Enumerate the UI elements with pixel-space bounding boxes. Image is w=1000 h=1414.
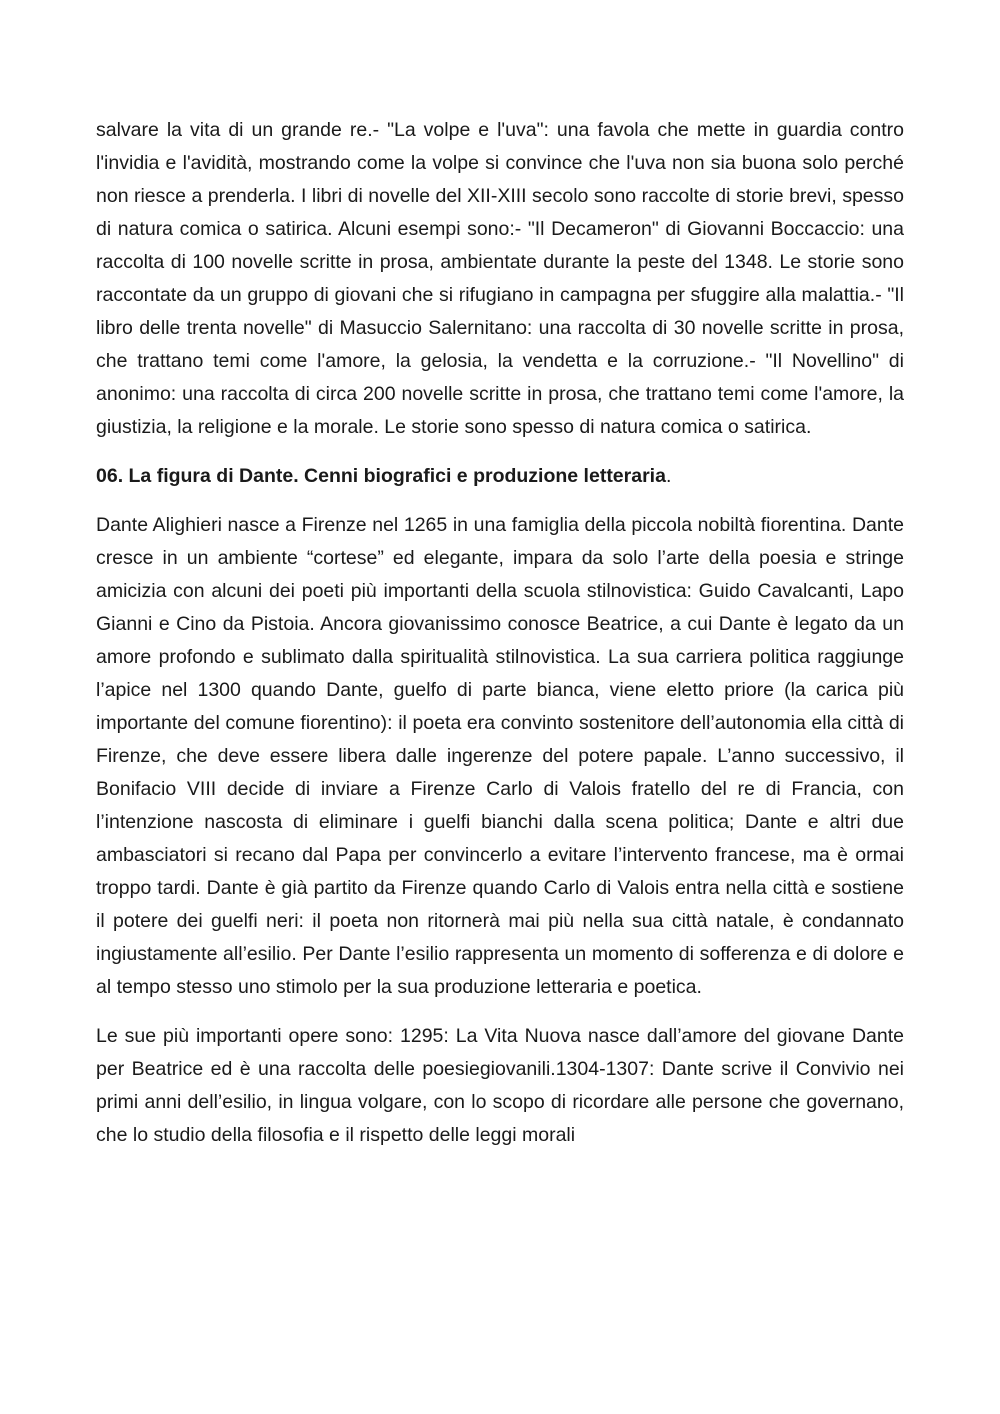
paragraph-dante-works: Le sue più importanti opere sono: 1295: La Vita Nuova nasce dall’amore del giovane Dante per Beatrice ed è una raccolta delle poesiegiovanili.1304-1307: Dante scrive il Convivio nei primi anni dell’esilio, in lingua volgare, con lo scopo di ricordare alle persone che governano, che lo studio della filosofia e il rispetto delle leggi morali [96, 1025, 904, 1146]
section-heading-period: . [665, 465, 672, 487]
section-heading-title: 06. La figura di Dante. Cenni biografici e produzione letteraria [96, 465, 666, 487]
document-page [96, 114, 904, 1168]
paragraph-dante-biography: Dante Alighieri nasce a Firenze nel 1265 in una famiglia della piccola nobiltà fiorentina. Dante cresce in un ambiente “cortese” ed elegante, impara da solo l’arte della poesia e stringe amicizia con alcuni dei poeti più importanti della scuola stilnovistica: Guido Cavalcanti, Lapo Gianni e Cino da Pistoia. Ancora giovanissimo conosce Beatrice, a cui Dante è legato da un amore profondo e sublimato dalla spiritualità stilnovistica. La sua carriera politica raggiunge l’apice nel 1300 quando Dante, guelfo di parte bianca, viene eletto priore (la carica più importante del comune fiorentino): il poeta era convinto sostenitore dell’autonomia ella città di Firenze, che deve essere libera dalle ingerenze del potere papale. L’anno successivo, il Bonifacio VIII decide di inviare a Firenze Carlo di Valois fratello del re di Francia, con l’intenzione nascosta di eliminare i guelfi bianchi dalla scena politica; Dante e altri due ambasciatori si recano dal Papa per convincerlo a evitare l’intervento francese, ma è ormai troppo tardi. Dante è già partito da Firenze quando Carlo di Valois entra nella città e sostiene il potere dei guelfi neri: il poeta non ritornerà mai più nella sua città natale, è condannato ingiustamente all’esilio. Per Dante l’esilio rappresenta un momento di sofferenza e di dolore e al tempo stesso uno stimolo per la sua produzione letteraria e poetica. [96, 514, 904, 998]
section-heading [96, 460, 904, 493]
paragraph-novelle: salvare la vita di un grande re.- "La volpe e l'uva": una favola che mette in guardia contro l'invidia e l'avidità, mostrando come la volpe si convince che l'uva non sia buona solo perché non riesce a prenderla. I libri di novelle del XII-XIII secolo sono raccolte di storie brevi, spesso di natura comica o satirica. Alcuni esempi sono:- "Il Decameron" di Giovanni Boccaccio: una raccolta di 100 novelle scritte in prosa, ambientate durante la peste del 1348. Le storie sono raccontate da un gruppo di giovani che si rifugiano in campagna per sfuggire alla malattia.- "Il libro delle trenta novelle" di Masuccio Salernitano: una raccolta di 30 novelle scritte in prosa, che trattano temi come l'amore, la gelosia, la vendetta e la corruzione.- "Il Novellino" di anonimo: una raccolta di circa 200 novelle scritte in prosa, che trattano temi come l'amore, la giustizia, la religione e la morale. Le storie sono spesso di natura comica o satirica. [96, 119, 904, 438]
